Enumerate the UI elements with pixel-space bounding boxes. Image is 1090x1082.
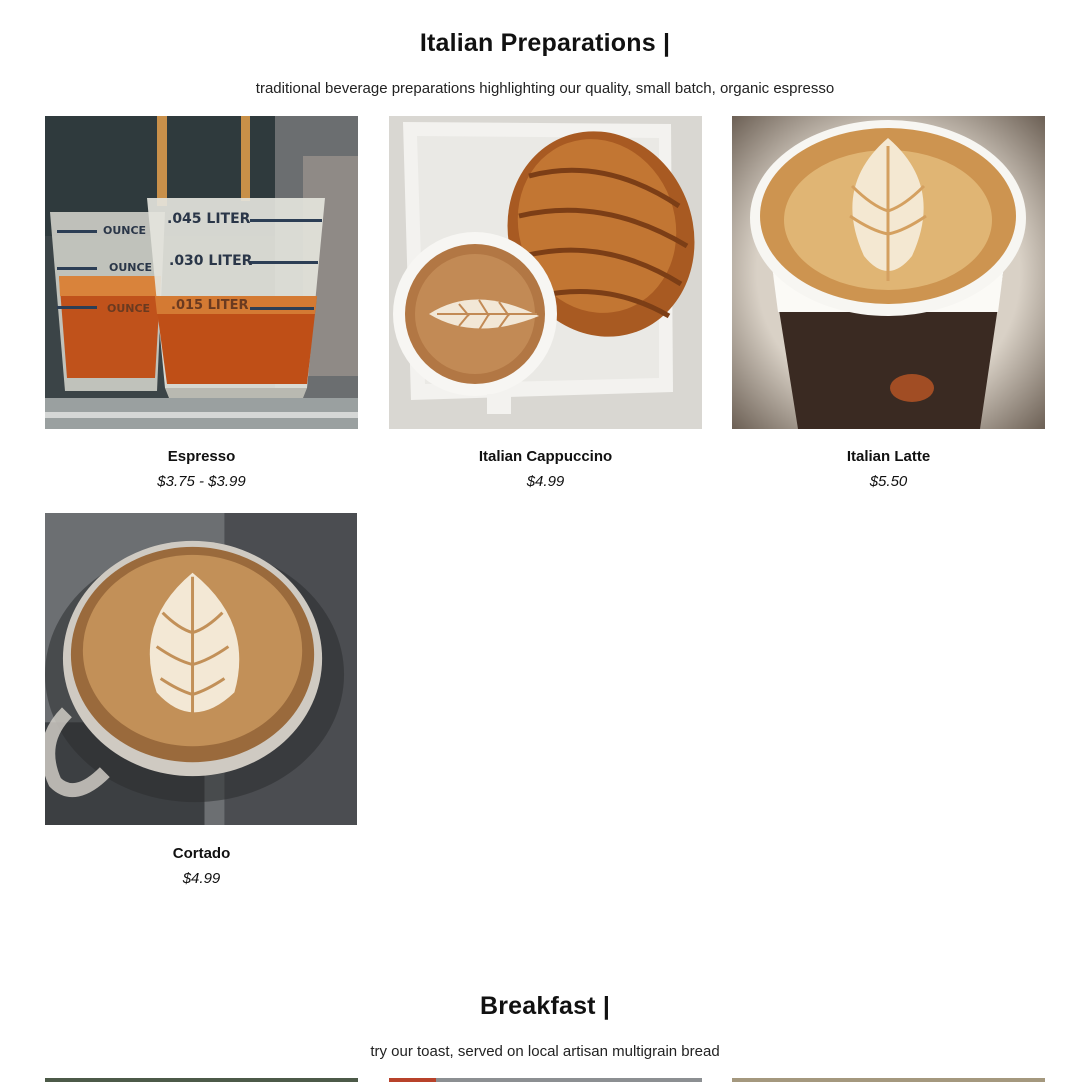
section-title-breakfast: Breakfast |	[479, 992, 611, 1020]
product-price-italian-cappuccino: $4.99	[526, 473, 565, 490]
section-subtitle-italian: traditional beverage preparations highlighting our quality, small batch, organic espresso	[255, 80, 835, 97]
glass-label-ounce-3: OUNCE	[107, 302, 151, 315]
italian-section-header	[0, 27, 1090, 59]
breakfast-image-1-top[interactable]	[45, 1078, 358, 1082]
product-card-italian-cappuccino[interactable]	[389, 116, 702, 491]
product-price-espresso: $3.75 - $3.99	[157, 473, 246, 490]
breakfast-section-header	[0, 990, 1090, 1022]
section-title-italian: Italian Preparations |	[419, 29, 671, 57]
product-image-italian-cappuccino[interactable]	[389, 116, 702, 429]
glass-label-030: .030 LITER	[169, 253, 253, 269]
product-price-cortado: $4.99	[182, 870, 221, 887]
section-subtitle-breakfast: try our toast, served on local artisan multigrain bread	[370, 1043, 720, 1060]
glass-label-015: .015 LITER	[171, 298, 249, 313]
product-name-italian-latte[interactable]: Italian Latte	[846, 448, 931, 465]
glass-label-ounce-1: OUNCE	[103, 224, 147, 237]
breakfast-section-subtitle-wrap	[0, 1042, 1090, 1062]
product-image-italian-latte[interactable]	[732, 116, 1045, 429]
product-name-espresso[interactable]: Espresso	[167, 448, 236, 465]
glass-label-045: .045 LITER	[167, 211, 251, 227]
product-card-espresso[interactable]	[45, 116, 358, 491]
product-name-italian-cappuccino[interactable]: Italian Cappuccino	[478, 448, 613, 465]
product-image-cortado[interactable]	[45, 513, 358, 826]
glass-label-ounce-2: OUNCE	[109, 261, 153, 274]
product-price-italian-latte: $5.50	[869, 473, 908, 490]
product-card-italian-latte[interactable]	[732, 116, 1045, 491]
breakfast-image-2-top[interactable]	[389, 1078, 702, 1082]
italian-section-subtitle-wrap	[0, 79, 1090, 99]
product-image-espresso[interactable]	[45, 116, 358, 429]
product-card-cortado[interactable]	[45, 513, 358, 888]
product-name-cortado[interactable]: Cortado	[172, 845, 231, 862]
breakfast-image-3-top[interactable]	[732, 1078, 1045, 1082]
